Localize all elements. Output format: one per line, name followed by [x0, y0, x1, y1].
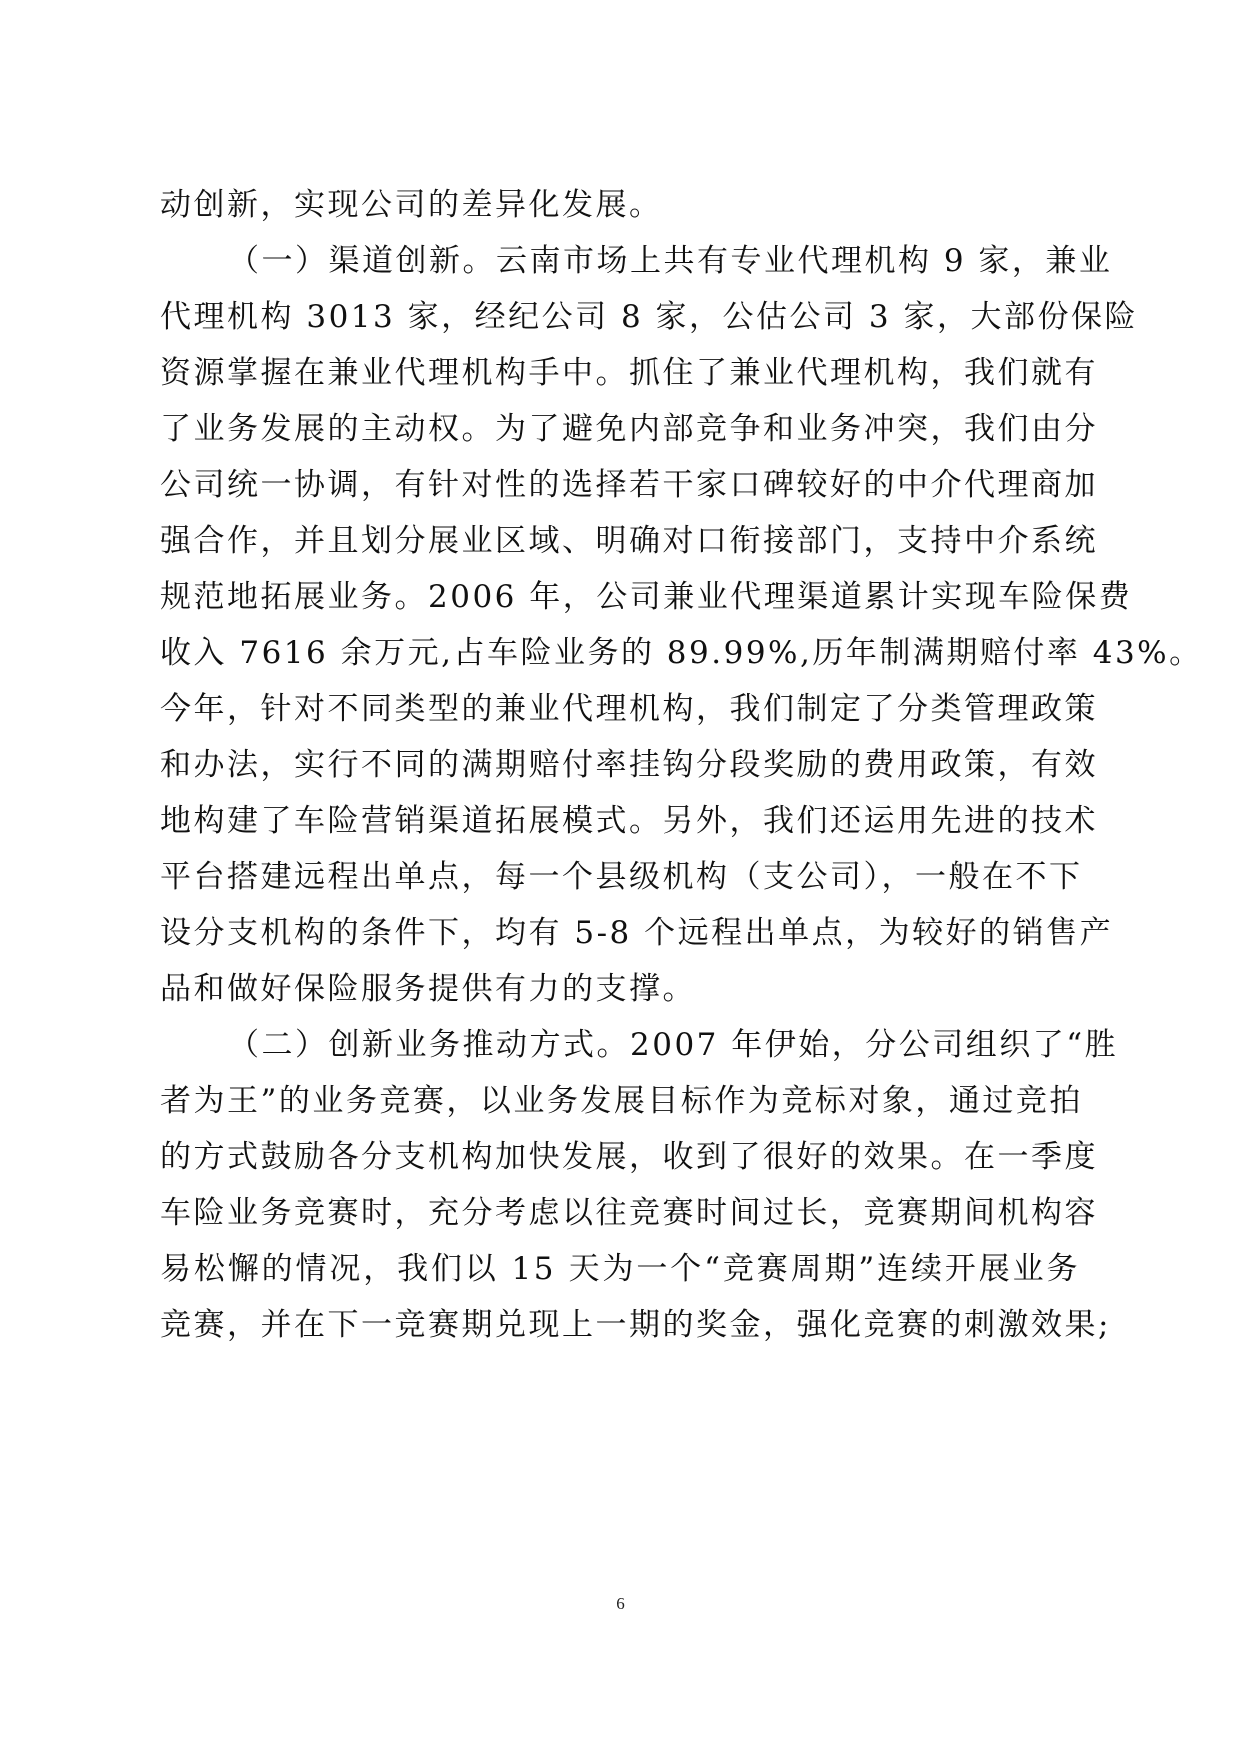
text-line-5: 了业务发展的主动权。为了避免内部竞争和业务冲突，我们由分 [160, 411, 1098, 447]
text-line-10: 今年，针对不同类型的兼业代理机构，我们制定了分类管理政策 [160, 691, 1098, 727]
text-line-12: 地构建了车险营销渠道拓展模式。另外，我们还运用先进的技术 [160, 803, 1098, 839]
text-line-2: （一）渠道创新。云南市场上共有专业代理机构 9 家，兼业 [228, 243, 1113, 279]
text-line-7: 强合作，并且划分展业区域、明确对口衔接部门，支持中介系统 [160, 523, 1098, 559]
text-line-16: （二）创新业务推动方式。2007 年伊始，分公司组织了“胜 [228, 1027, 1119, 1063]
text-line-11: 和办法，实行不同的满期赔付率挂钩分段奖励的费用政策，有效 [160, 747, 1098, 783]
text-line-18: 的方式鼓励各分支机构加快发展，收到了很好的效果。在一季度 [160, 1139, 1098, 1175]
page-number: 6 [616, 1594, 625, 1613]
text-line-8: 规范地拓展业务。2006 年，公司兼业代理渠道累计实现车险保费 [160, 579, 1133, 615]
text-line-13: 平台搭建远程出单点，每一个县级机构（支公司），一般在不下 [160, 859, 1083, 895]
text-line-3: 代理机构 3013 家，经纪公司 8 家，公估公司 3 家，大部份保险 [160, 299, 1138, 335]
text-line-17: 者为王”的业务竞赛，以业务发展目标作为竞标对象，通过竞拍 [160, 1083, 1083, 1119]
text-line-4: 资源掌握在兼业代理机构手中。抓住了兼业代理机构，我们就有 [160, 355, 1098, 391]
text-line-9: 收入 7616 余万元,占车险业务的 89.99%,历年制满期赔付率 43%。 [160, 635, 1203, 671]
text-line-14: 设分支机构的条件下，均有 5-8 个远程出单点，为较好的销售产 [160, 915, 1114, 951]
text-line-6: 公司统一协调，有针对性的选择若干家口碑较好的中介代理商加 [160, 467, 1098, 503]
text-line-20: 易松懈的情况，我们以 15 天为一个“竞赛周期”连续开展业务 [160, 1251, 1080, 1287]
text-line-19: 车险业务竞赛时，充分考虑以往竞赛时间过长，竞赛期间机构容 [160, 1195, 1098, 1231]
text-line-21: 竞赛，并在下一竞赛期兑现上一期的奖金，强化竞赛的刺激效果; [160, 1307, 1111, 1343]
text-line-1: 动创新，实现公司的差异化发展。 [160, 187, 663, 223]
text-line-15: 品和做好保险服务提供有力的支撑。 [160, 971, 696, 1007]
